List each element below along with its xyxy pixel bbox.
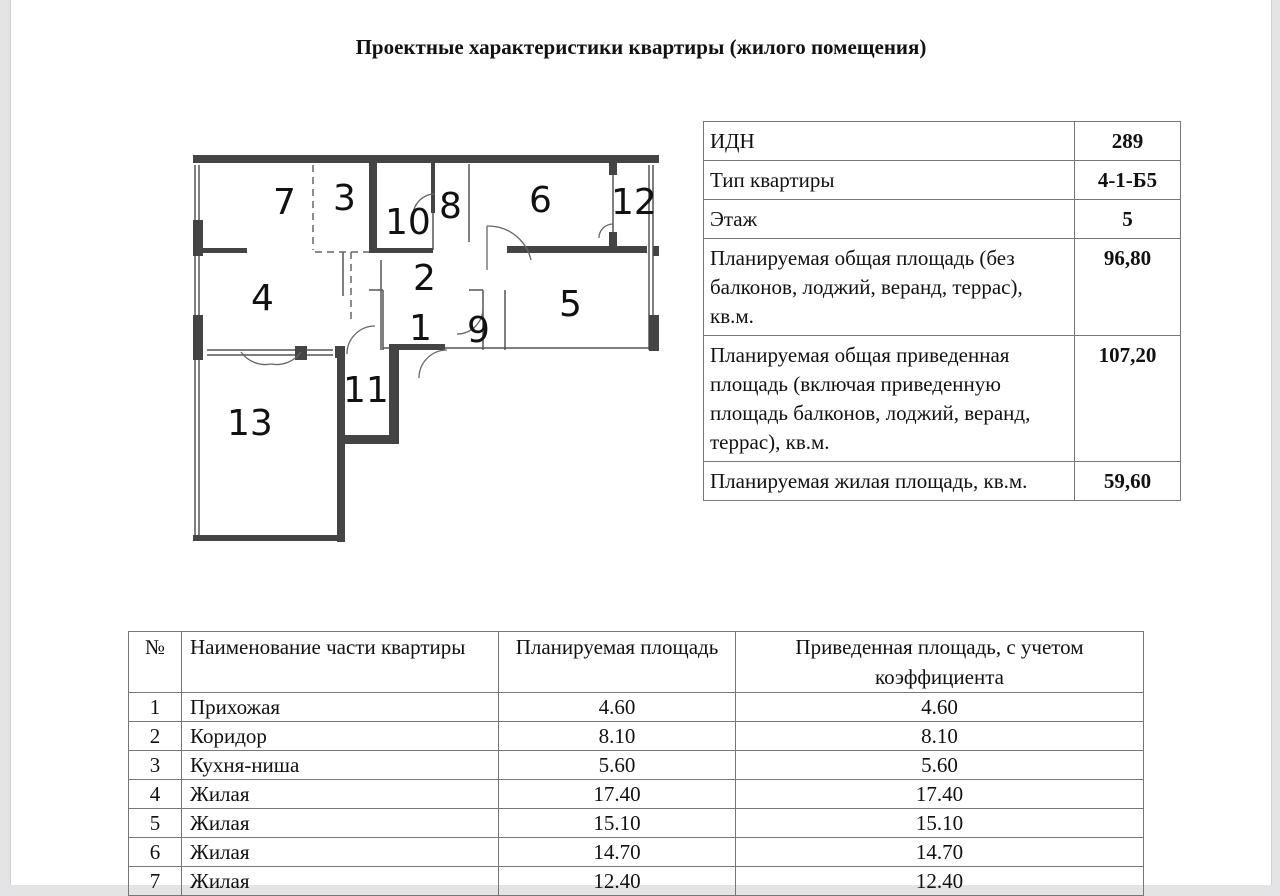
room-number-10: 10 [385, 202, 431, 243]
document-title: Проектные характеристики квартиры (жилого помещения) [355, 35, 927, 59]
room-reduced-area-cell: 15.10 [736, 809, 1144, 838]
rooms-table [128, 631, 1144, 896]
room-number-3: 3 [333, 178, 356, 219]
room-number-cell: 1 [129, 693, 182, 722]
characteristic-value: 96,80 [1075, 239, 1181, 336]
room-number-11: 11 [343, 370, 389, 411]
room-number-9: 9 [467, 310, 490, 351]
floor-plan-drawing [183, 150, 669, 546]
room-name-cell: Жилая [182, 867, 499, 896]
room-reduced-area-cell: 14.70 [736, 838, 1144, 867]
table-row [704, 239, 1181, 336]
table-row [129, 809, 1144, 838]
characteristic-value: 289 [1075, 122, 1181, 161]
room-number-cell: 2 [129, 722, 182, 751]
room-area-cell: 15.10 [499, 809, 736, 838]
room-area-cell: 8.10 [499, 722, 736, 751]
table-row [129, 751, 1144, 780]
room-number-cell: 7 [129, 867, 182, 896]
room-number-8: 8 [439, 186, 462, 227]
characteristic-label: Планируемая жилая площадь, кв.м. [704, 462, 1075, 501]
room-reduced-area-cell: 5.60 [736, 751, 1144, 780]
room-reduced-area-cell: 17.40 [736, 780, 1144, 809]
characteristic-value: 107,20 [1075, 336, 1181, 462]
floor-plan [183, 150, 669, 546]
characteristics-table [703, 121, 1181, 501]
table-header-row [129, 632, 1144, 693]
characteristic-label: Этаж [704, 200, 1075, 239]
column-header-number: № [129, 632, 182, 693]
room-number-cell: 3 [129, 751, 182, 780]
room-name-cell: Прихожая [182, 693, 499, 722]
room-number-cell: 5 [129, 809, 182, 838]
table-row [704, 462, 1181, 501]
room-area-cell: 14.70 [499, 838, 736, 867]
column-header-area: Планируемая площадь [499, 632, 736, 693]
characteristic-value: 5 [1075, 200, 1181, 239]
characteristic-label: Планируемая общая площадь (без балконов, лоджий, веранд, террас), кв.м. [704, 239, 1075, 336]
table-row [129, 867, 1144, 896]
room-number-5: 5 [559, 284, 582, 325]
table-row [129, 693, 1144, 722]
table-row [704, 122, 1181, 161]
room-area-cell: 5.60 [499, 751, 736, 780]
room-number-4: 4 [251, 278, 274, 319]
characteristic-label: Тип квартиры [704, 161, 1075, 200]
column-header-name: Наименование части квартиры [182, 632, 499, 693]
room-number-6: 6 [529, 180, 552, 221]
room-reduced-area-cell: 8.10 [736, 722, 1144, 751]
document-page [10, 0, 1272, 893]
table-row [704, 336, 1181, 462]
room-number-cell: 4 [129, 780, 182, 809]
table-row [129, 722, 1144, 751]
room-number-7: 7 [273, 182, 296, 223]
room-number-2: 2 [413, 258, 436, 299]
characteristic-label: ИДН [704, 122, 1075, 161]
room-number-cell: 6 [129, 838, 182, 867]
table-row [704, 200, 1181, 239]
characteristic-value: 59,60 [1075, 462, 1181, 501]
table-row [704, 161, 1181, 200]
room-name-cell: Коридор [182, 722, 499, 751]
room-number-12: 12 [611, 182, 657, 223]
room-reduced-area-cell: 12.40 [736, 867, 1144, 896]
room-name-cell: Кухня-ниша [182, 751, 499, 780]
table-row [129, 780, 1144, 809]
room-area-cell: 17.40 [499, 780, 736, 809]
room-number-13: 13 [227, 403, 273, 444]
room-area-cell: 12.40 [499, 867, 736, 896]
room-name-cell: Жилая [182, 780, 499, 809]
characteristic-label: Планируемая общая приведенная площадь (включая приведенную площадь балконов, лоджий, веранд, террас), кв.м. [704, 336, 1075, 462]
room-name-cell: Жилая [182, 809, 499, 838]
table-row [129, 838, 1144, 867]
room-reduced-area-cell: 4.60 [736, 693, 1144, 722]
room-area-cell: 4.60 [499, 693, 736, 722]
column-header-reduced-area: Приведенная площадь, с учетом коэффициента [736, 632, 1144, 693]
room-number-1: 1 [409, 308, 432, 349]
characteristic-value: 4-1-Б5 [1075, 161, 1181, 200]
room-name-cell: Жилая [182, 838, 499, 867]
